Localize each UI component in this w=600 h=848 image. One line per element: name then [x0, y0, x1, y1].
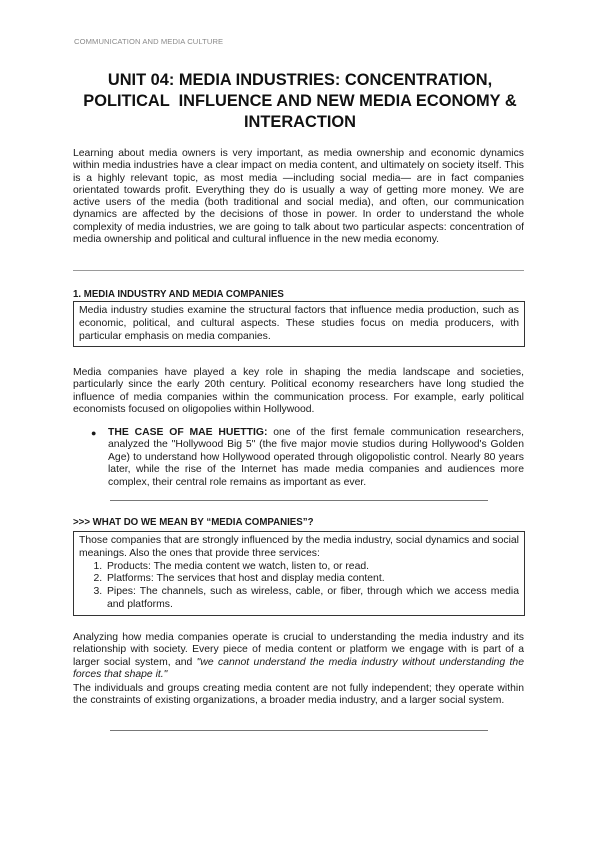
- analysis-quote: "we cannot understand the media industry without understanding the forces that shape it.": [73, 656, 524, 680]
- definition-box: Media industry studies examine the structural factors that influence media production, such as economic, political, and cultural aspects. These studies focus on media producers, with particular emphasis on media companies.: [73, 301, 525, 347]
- unit-title-line-3: INTERACTION: [244, 113, 356, 131]
- section-divider: [73, 270, 524, 271]
- case-study-label: THE CASE OF MAE HUETTIG:: [108, 427, 268, 438]
- bullet-icon: ●: [91, 428, 97, 438]
- definition-intro: Those companies that are strongly influenced by the media industry, social dynamics and social meanings. Also the ones that provide three services:: [79, 535, 519, 559]
- case-study-body: one of the first female communication researchers, analyzed the "Hollywood Big 5" (the five major movie studios during Hollywood's Golden Age) to understand how Hollywood operated through oligopolistic control. Nearly 80 years later, while the rise of the Internet has made media companies and audiences more complex, their central role remains as important as ever.: [108, 427, 524, 488]
- running-header: COMMUNICATION AND MEDIA CULTURE: [74, 37, 224, 46]
- intro-paragraph: Learning about media owners is very important, as media ownership and economic dynamics within media industries have a clear impact on media content, and ultimately on society itself. This is a highly relevant topic, as most media —including social media— are in fact companies orientated towards profit. Everything they do is usually a way of getting more money. We are active users of the media (both traditional and social media), and often, our communication dynamics are affected by the decisions of those in power. In order to understand the whole complexity of media industries, we are going to talk about two particular aspects: concentration of media ownership and political and cultural influence in the new media economy.: [73, 148, 524, 246]
- list-item: 1. Products: The media content we watch, listen to, or read.: [105, 561, 519, 574]
- constraints-paragraph: The individuals and groups creating media content are not fully independent; they operate within the constraints of existing organizations, a broader media industry, and a larger social system.: [73, 683, 524, 707]
- unit-title-line-1: UNIT 04: MEDIA INDUSTRIES: CONCENTRATION,: [107, 71, 493, 89]
- media-companies-paragraph: Media companies have played a key role in shaping the media landscape and societies, particularly since the early 20th century. Political economy researchers have long studied the influence of media companies within the communication process. For example, early political economists focused on oligopolies within Hollywood.: [73, 367, 524, 415]
- analysis-paragraph: [73, 632, 524, 681]
- case-study-bullet: [91, 427, 524, 489]
- unit-title: [60, 70, 540, 133]
- section-2-heading: >>> WHAT DO WE MEAN BY “MEDIA COMPANIES”?: [73, 517, 314, 528]
- separator-line: [110, 500, 488, 501]
- separator-line: [110, 730, 488, 731]
- case-study-text: [108, 427, 524, 489]
- analysis-text: Analyzing how media companies operate is crucial to understanding the media industry and its relationship with society. Every piece of media content or platform we engage with is part of a larger social system, and: [73, 632, 524, 668]
- services-list: [79, 561, 519, 612]
- list-item: 3. Pipes: The channels, such as wireless, cable, or fiber, through which we access media and platforms.: [105, 586, 519, 612]
- unit-title-line-2: POLITICAL INFLUENCE AND NEW MEDIA ECONOMY &: [83, 92, 517, 110]
- section-1-heading: 1. MEDIA INDUSTRY AND MEDIA COMPANIES: [73, 289, 284, 300]
- media-companies-definition-box: [73, 531, 525, 616]
- list-item: 2. Platforms: The services that host and display media content.: [105, 573, 519, 586]
